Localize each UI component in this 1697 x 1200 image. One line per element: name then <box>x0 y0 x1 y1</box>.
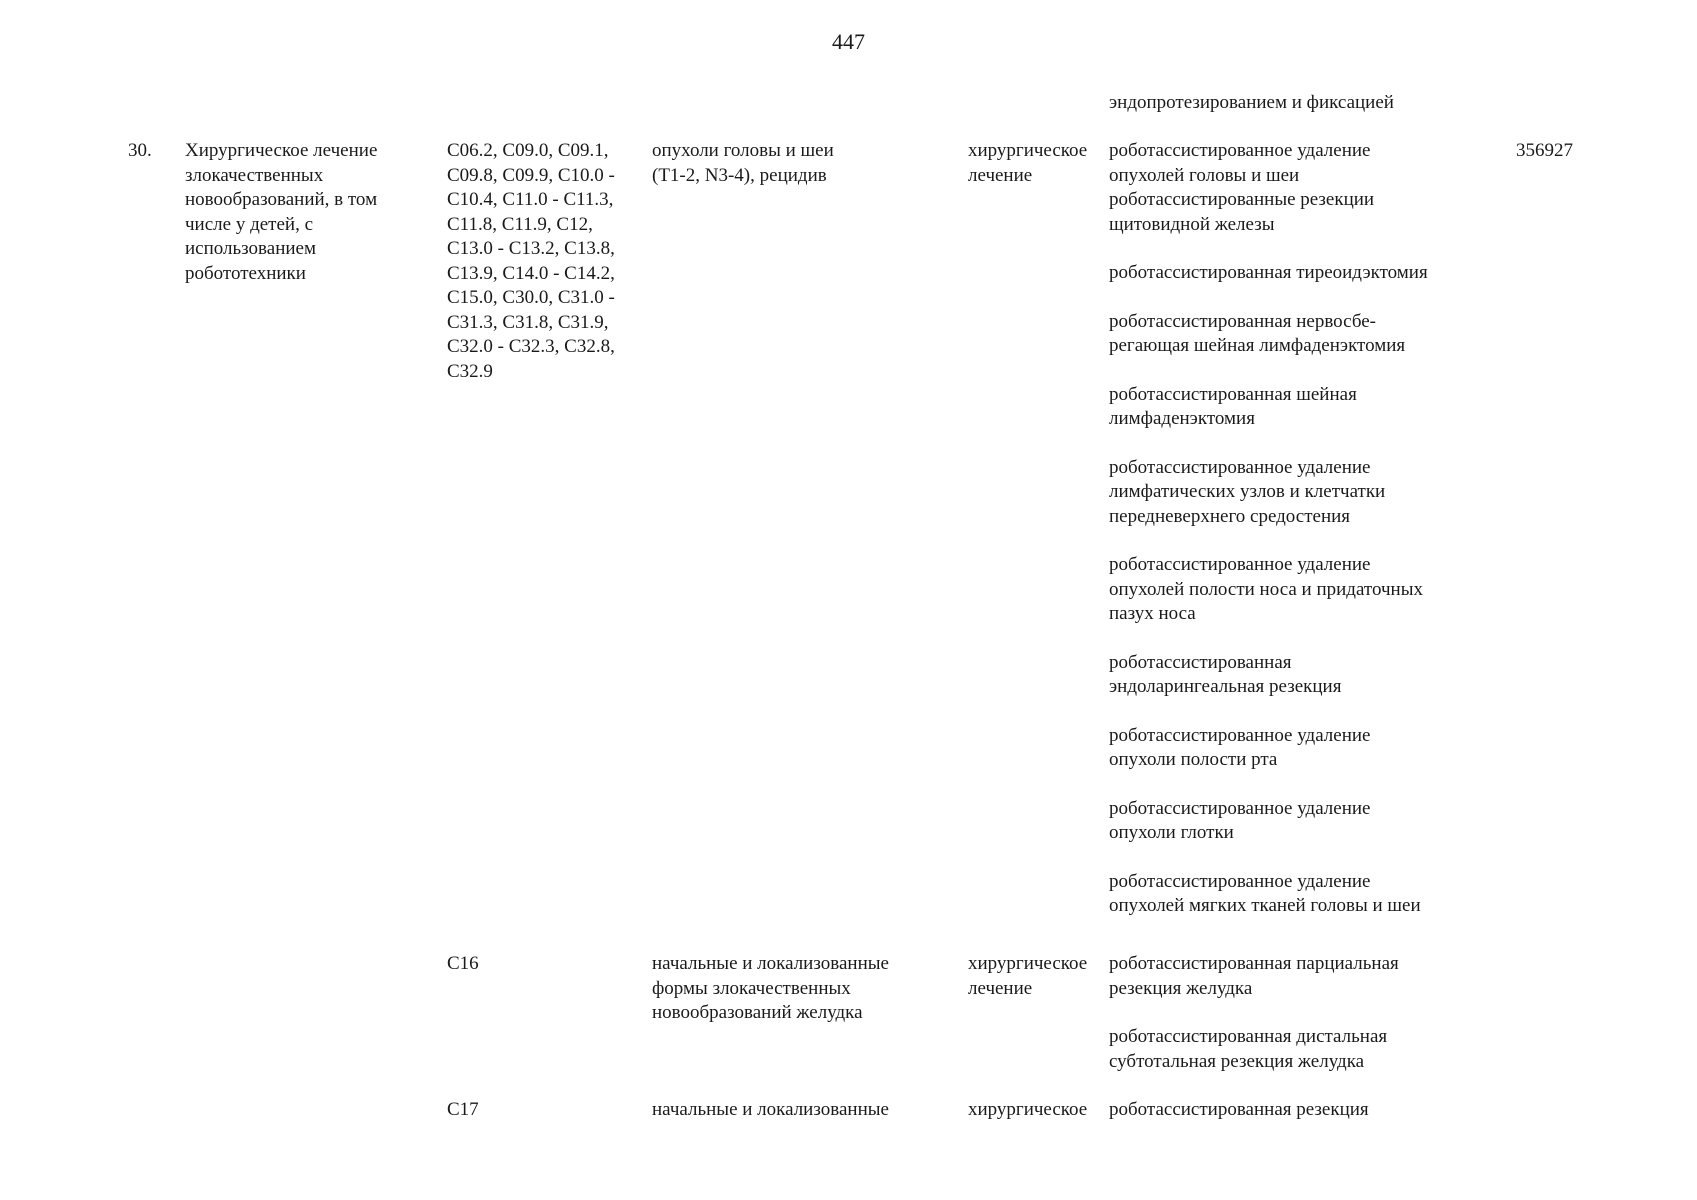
procedure-item: роботассистированная эндоларингеальная резекция <box>1109 651 1342 697</box>
procedure-item: роботассистированная дистальная субтотальная резекция желудка <box>1109 1026 1388 1072</box>
patient-model-group-3: начальные и локализованные <box>652 1099 889 1120</box>
patient-model-group-2: начальные и локализованные формы злокачественных новообразований желудка <box>652 953 889 1023</box>
treatment-type-group-2: хирургическое лечение <box>968 953 1088 999</box>
procedure-list-group-3 <box>1109 1098 1489 1147</box>
procedure-item: роботассистированное удаление опухолей мягких тканей головы и шеи <box>1109 870 1421 916</box>
treatment-type-group-3: хирургическое <box>968 1099 1088 1120</box>
row-number: 30. <box>128 140 152 161</box>
patient-model-group-1: опухоли головы и шеи (T1-2, N3-4), рецидив <box>652 140 834 186</box>
procedure-item: роботассистированное удаление опухолей головы и шеи роботассистированные резекции щитовидной железы <box>1109 140 1375 235</box>
carryover-procedure: эндопротезированием и фиксацией <box>1109 92 1394 113</box>
treatment-type-group-1: хирургическое лечение <box>968 140 1088 186</box>
procedure-item: роботассистированное удаление лимфатических узлов и клетчатки передневерхнего средостения <box>1109 456 1386 527</box>
procedure-item: роботассистированная резекция <box>1109 1099 1369 1120</box>
procedure-item: роботассистированное удаление опухоли полости рта <box>1109 724 1371 770</box>
procedure-item: роботассистированная парциальная резекция желудка <box>1109 953 1399 999</box>
page-number: 447 <box>832 29 865 54</box>
icd-codes-group-1: C06.2, C09.0, C09.1, C09.8, C09.9, C10.0 - C10.4, C11.0 - C11.3, C11.8, C11.9, C12, C13.0 - C13.2, C13.8, C13.9, C14.0 - C14.2, C15.0, C30.0, C31.0 - C31.3, C31.8, C31.9, C32.0 - C32.3, C32.8, C32.9 <box>447 140 615 382</box>
procedure-item: роботассистированное удаление опухолей полости носа и придаточных пазух носа <box>1109 554 1423 624</box>
procedure-item: роботассистированная шейная лимфаденэктомия <box>1109 383 1357 429</box>
icd-codes-group-2: C16 <box>447 953 479 974</box>
icd-codes-group-3: C17 <box>447 1099 479 1120</box>
procedure-item: роботассистированная тиреоидэктомия <box>1109 262 1428 283</box>
procedure-list-group-2 <box>1109 952 1489 1098</box>
treatment-name: Хирургическое лечение злокачественных новообразований, в том числе у детей, с использованием робототехники <box>185 140 378 284</box>
row-cost: 356927 <box>1516 140 1573 161</box>
procedure-item: роботассистированное удаление опухоли глотки <box>1109 797 1371 843</box>
procedure-item: роботассистированная нервосбе- регающая шейная лимфаденэктомия <box>1109 310 1406 356</box>
procedure-list-group-1 <box>1109 139 1489 943</box>
